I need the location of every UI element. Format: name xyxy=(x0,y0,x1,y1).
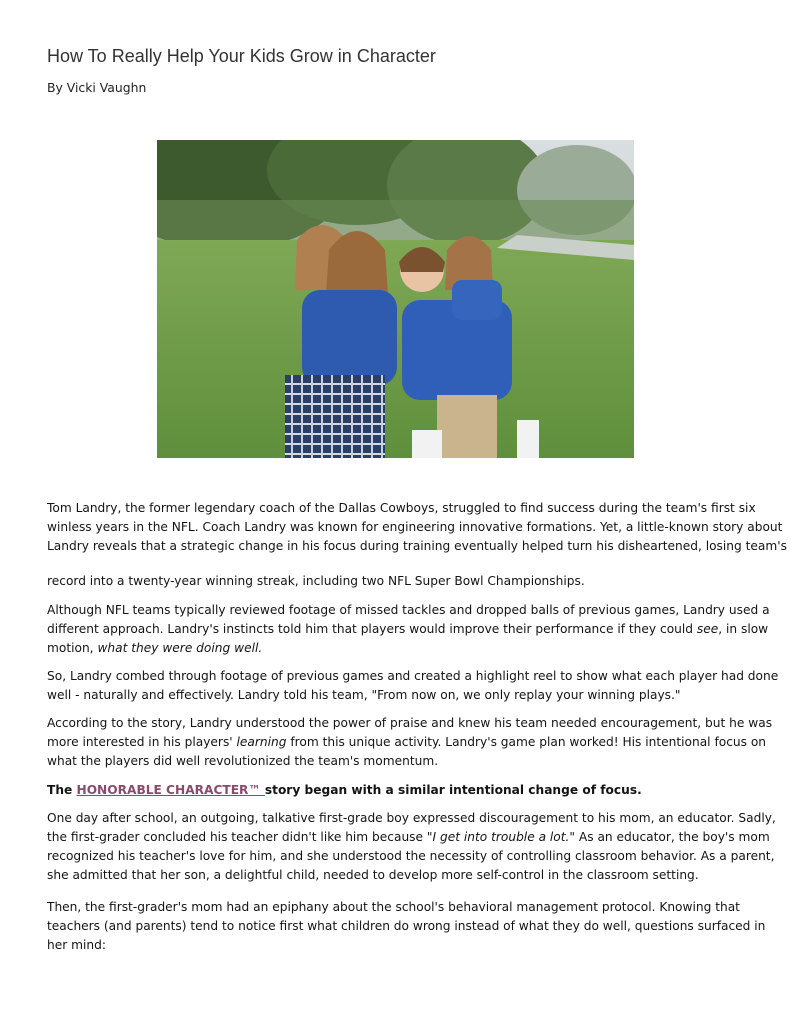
text-line: Although NFL teams typically reviewed footage of missed tackles and dropped balls of previous games, Landry used a xyxy=(47,603,770,617)
text-segment: the first-grader concluded his teacher didn't like him because xyxy=(47,830,427,844)
paragraph-3 xyxy=(47,667,779,705)
text-line xyxy=(47,828,770,847)
text-line: well - naturally and effectively. Landry told his team, "From now on, we only replay your winning plays." xyxy=(47,688,681,702)
paragraph-6 xyxy=(47,809,776,885)
text-line xyxy=(47,781,747,800)
text-segment: , in slow xyxy=(718,622,769,636)
text-line: teachers (and parents) tend to notice first what children do wrong instead of what they do well, questions surfaced in xyxy=(47,919,766,933)
paragraph-7 xyxy=(47,898,766,955)
text-segment: different approach. Landry's instincts told him that players would improve their performance if they could xyxy=(47,622,697,636)
paragraph-4 xyxy=(47,714,773,771)
text-segment: more interested in his players' xyxy=(47,735,237,749)
text-line: recognized his teacher's love for him, and she understood the necessity of controlling classroom behavior. As a parent, xyxy=(47,849,775,863)
paragraph-1 xyxy=(47,499,787,556)
article-title: How To Really Help Your Kids Grow in Character xyxy=(47,46,436,66)
text-line: According to the story, Landry understood the power of praise and knew his team needed encouragement, but he was xyxy=(47,716,773,730)
emphasis-text: what they were doing well. xyxy=(97,641,263,655)
paragraph-5-bold xyxy=(47,781,747,800)
text-segment: motion, xyxy=(47,641,98,655)
text-line xyxy=(47,620,769,639)
honorable-character-link[interactable]: HONORABLE CHARACTER™ xyxy=(76,783,265,797)
text-line: Then, the first-grader's mom had an epiphany about the school's behavioral management protocol. Knowing that xyxy=(47,900,740,914)
text-segment: from this unique activity. Landry's game plan worked! His intentional focus on xyxy=(286,735,767,749)
paragraph-1-continued xyxy=(47,572,747,591)
text-line: her mind: xyxy=(47,938,106,952)
text-line: Tom Landry, the former legendary coach of the Dallas Cowboys, struggled to find success during the team's first six xyxy=(47,501,756,515)
article-photo xyxy=(157,140,634,458)
text-segment: The xyxy=(47,783,77,797)
text-segment: story began with a similar intentional change of focus. xyxy=(264,783,642,797)
text-line xyxy=(47,639,747,658)
text-line xyxy=(47,733,767,752)
article-byline: By Vicki Vaughn xyxy=(47,80,147,95)
children-photo-illustration xyxy=(157,140,634,458)
text-line: Landry reveals that a strategic change in his focus during training eventually helped turn his disheartened, losing team's xyxy=(47,539,787,553)
text-line: what the players did well revolutionized the team's momentum. xyxy=(47,754,439,768)
paragraph-2 xyxy=(47,601,770,658)
text-line: One day after school, an outgoing, talkative first-grade boy expressed discouragement to his mom, an educator. Sadly, xyxy=(47,811,776,825)
text-line: record into a twenty-year winning streak, including two NFL Super Bowl Championships. xyxy=(47,574,585,588)
text-line: she admitted that her son, a delightful child, needed to develop more self-control in the classroom setting. xyxy=(47,868,699,882)
emphasis-text: learning xyxy=(236,735,287,749)
text-segment: " As an educator, the boy's mom xyxy=(569,830,770,844)
emphasis-text: "I get into trouble a lot. xyxy=(426,830,570,844)
text-line: winless years in the NFL. Coach Landry was known for engineering innovative formations. Yet, a little-known story about xyxy=(47,520,783,534)
emphasis-text: see xyxy=(696,622,719,636)
text-line: So, Landry combed through footage of previous games and created a highlight reel to show what each player had done xyxy=(47,669,779,683)
